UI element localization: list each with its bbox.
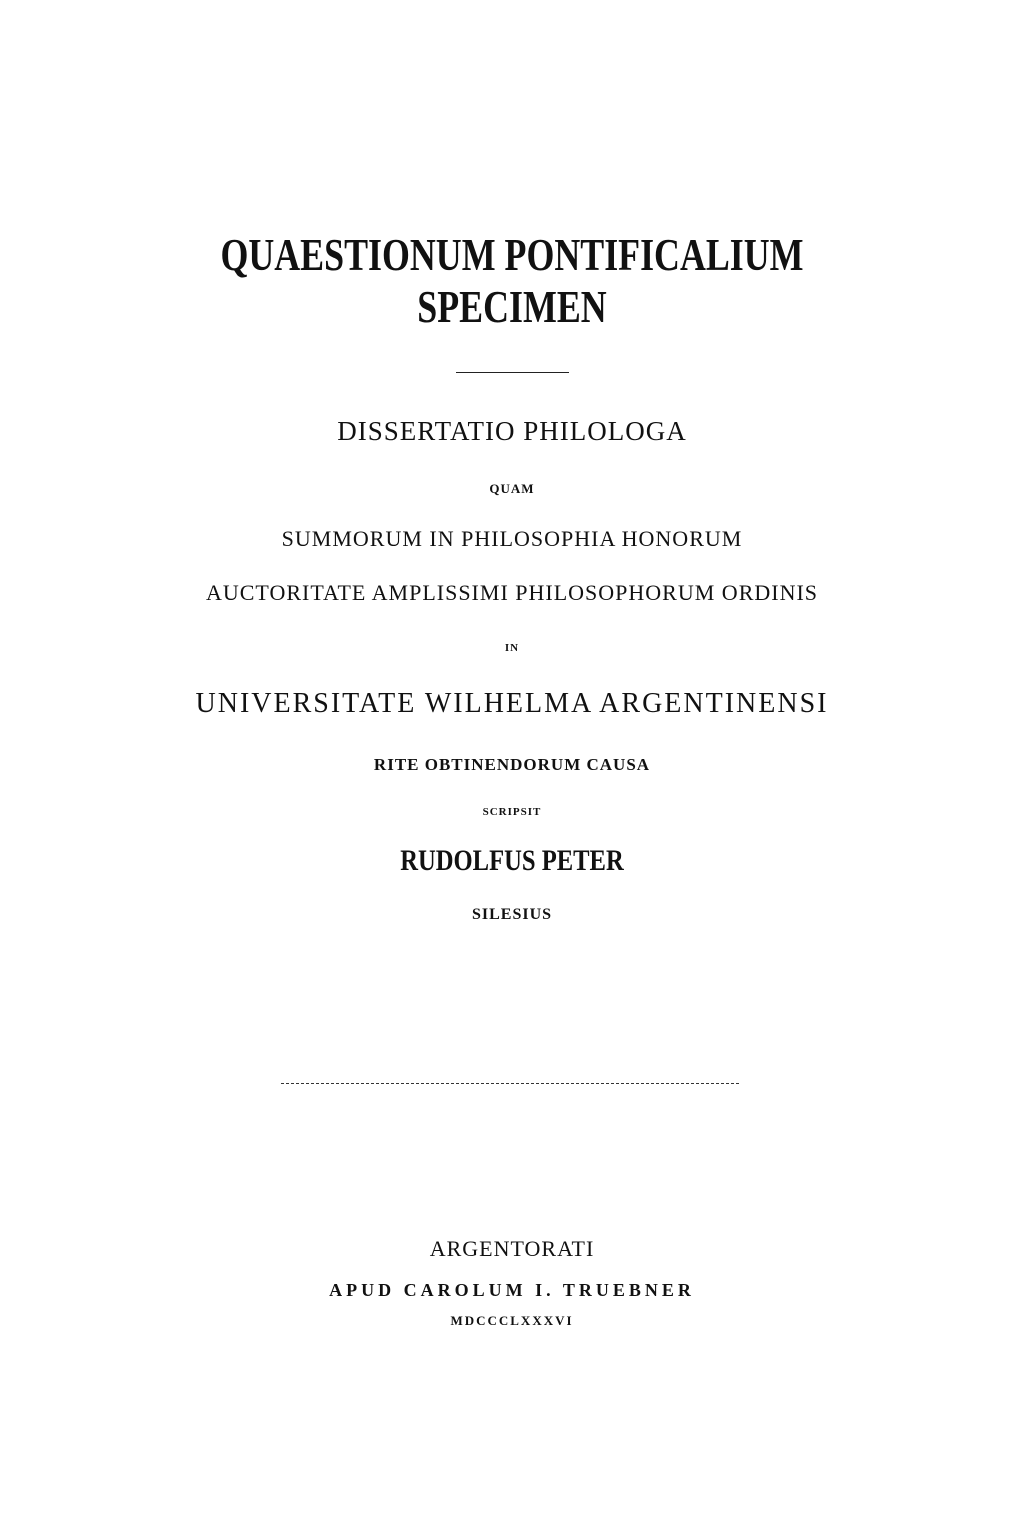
imprint-rule: [281, 1083, 739, 1084]
quam-text: QUAM: [489, 481, 535, 496]
author-name: RUDOLFUS PETER: [400, 844, 624, 877]
title-rule: [456, 372, 569, 373]
scripsit-text: SCRIPSIT: [482, 806, 542, 818]
title-line-1: QUAESTIONUM PONTIFICALIUM: [220, 229, 804, 280]
university-text: UNIVERSITATE WILHELMA ARGENTINENSI: [195, 688, 829, 719]
in-text: IN: [504, 642, 520, 654]
title-line-2: SPECIMEN: [417, 281, 607, 332]
imprint-publisher: APUD CAROLUM I. TRUEBNER: [329, 1280, 695, 1300]
causa-text: RITE OBTINENDORUM CAUSA: [373, 755, 651, 774]
authority-text: AUCTORITATE AMPLISSIMI PHILOSOPHORUM ORDINIS: [205, 580, 819, 605]
honors-text: SUMMORUM IN PHILOSOPHIA HONORUM: [281, 526, 743, 551]
imprint-year: MDCCCLXXXVI: [450, 1313, 574, 1328]
imprint-place: ARGENTORATI: [429, 1236, 595, 1261]
subtitle: DISSERTATIO PHILOLOGA: [337, 416, 687, 446]
author-origin: SILESIUS: [471, 906, 553, 923]
